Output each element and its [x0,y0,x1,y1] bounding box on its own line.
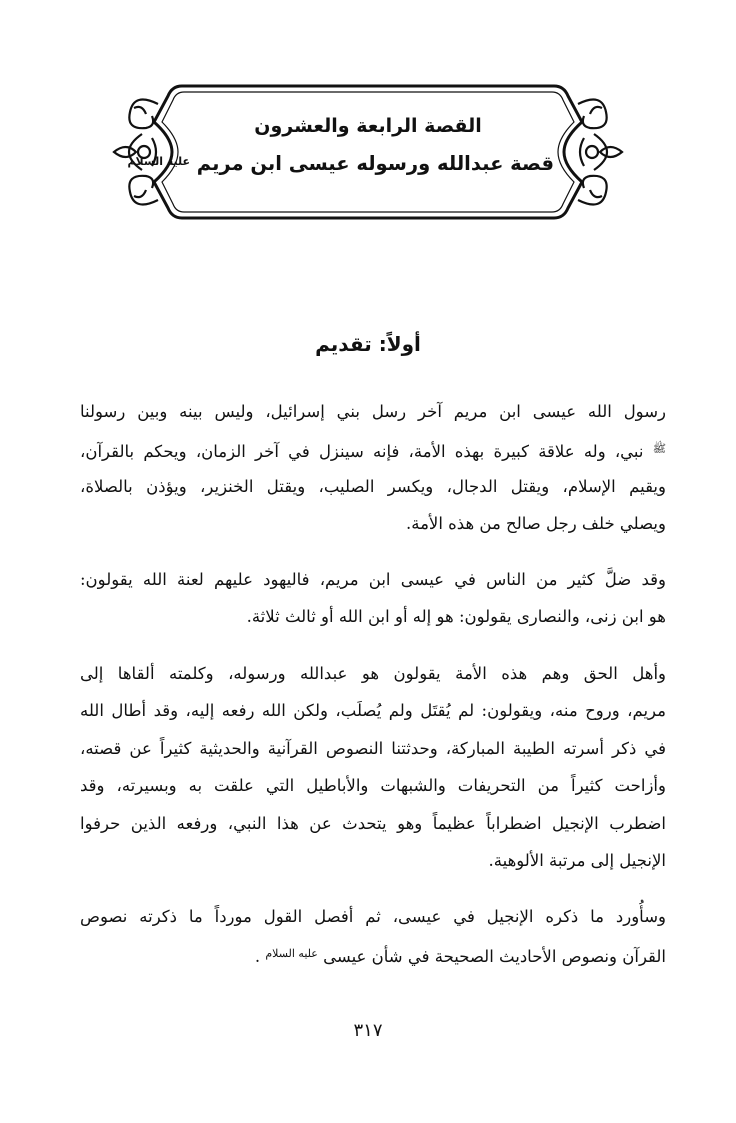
page-number: ٣١٧ [353,1020,383,1041]
text-line-content: نبي، وله علاقة كبيرة بهذه الأمة، فإنه سينزل في آخر الزمان، ويحكم بالقرآن، [80,442,644,462]
text-line [80,935,666,972]
text-line: الإنجيل إلى مرتبة الألوهية. [488,850,666,870]
paragraph-1 [80,393,666,543]
text-line: رسول الله عيسى ابن مريم آخر رسل بني إسرائيل، وليس بينه وبين رسولنا [80,402,666,421]
text-line: وسأُورد ما ذكره الإنجيل في عيسى، ثم أفصل القول مورداً ما ذكرته نصوص [80,907,666,926]
text-line [80,430,666,467]
story-title-text: قصة عبدالله ورسوله عيسى ابن مريم [196,152,554,175]
title-block [127,108,554,196]
text-line-content: القرآن ونصوص الأحاديث الصحيحة في شأن عيسى [323,947,666,967]
text-line: مريم، وروح منه، ويقولون: لم يُقتَل ولم يُصلَب، ولكن الله رفعه إليه، وقد أطال الله [80,701,666,721]
text-line: وأهل الحق وهم هذه الأمة يقولون هو عبدالله ورسوله، وكلمته ألقاها إلى [80,664,666,683]
section-heading: أولاً: تقديم [315,332,421,356]
text-line: هو ابن زنى، والنصارى يقولون: هو إله أو ابن الله أو ثالث ثلاثة. [246,607,666,627]
paragraph-4 [80,898,666,973]
peace-be-upon-him-mark: عليه السلام [265,947,318,961]
title-frame [112,82,624,222]
salawat-mark: ﷺ [652,442,666,456]
text-line: ويصلي خلف رجل صالح من هذه الأمة. [405,514,666,534]
peace-be-upon-him-mark: عليه السلام [127,155,190,168]
text-line: وقد ضلَّ كثير من الناس في عيسى ابن مريم، فاليهود عليهم لعنة الله يقولون: [80,570,666,589]
sentence-end: . [254,947,261,967]
story-number-title: القصة الرابعة والعشرون [254,115,482,137]
text-line: في ذكر أسرته الطيبة المباركة، وحدثتنا النصوص القرآنية والحديثية كثيراً عن قصته، [80,738,666,758]
text-line: اضطرب الإنجيل اضطراباً عظيماً وهو يتحدث عن هذا النبي، ورفعه الذين حرفوا [80,813,666,833]
text-line: وأزاحت كثيراً من التحريفات والشبهات والأباطيل التي علقت به وبسيرته، وقد [80,776,666,796]
story-title [127,144,554,182]
paragraph-2 [80,561,666,636]
text-line: ويقيم الإسلام، ويقتل الدجال، ويكسر الصليب، ويقتل الخنزير، ويؤذن بالصلاة، [80,476,666,496]
paragraph-3 [80,655,666,879]
